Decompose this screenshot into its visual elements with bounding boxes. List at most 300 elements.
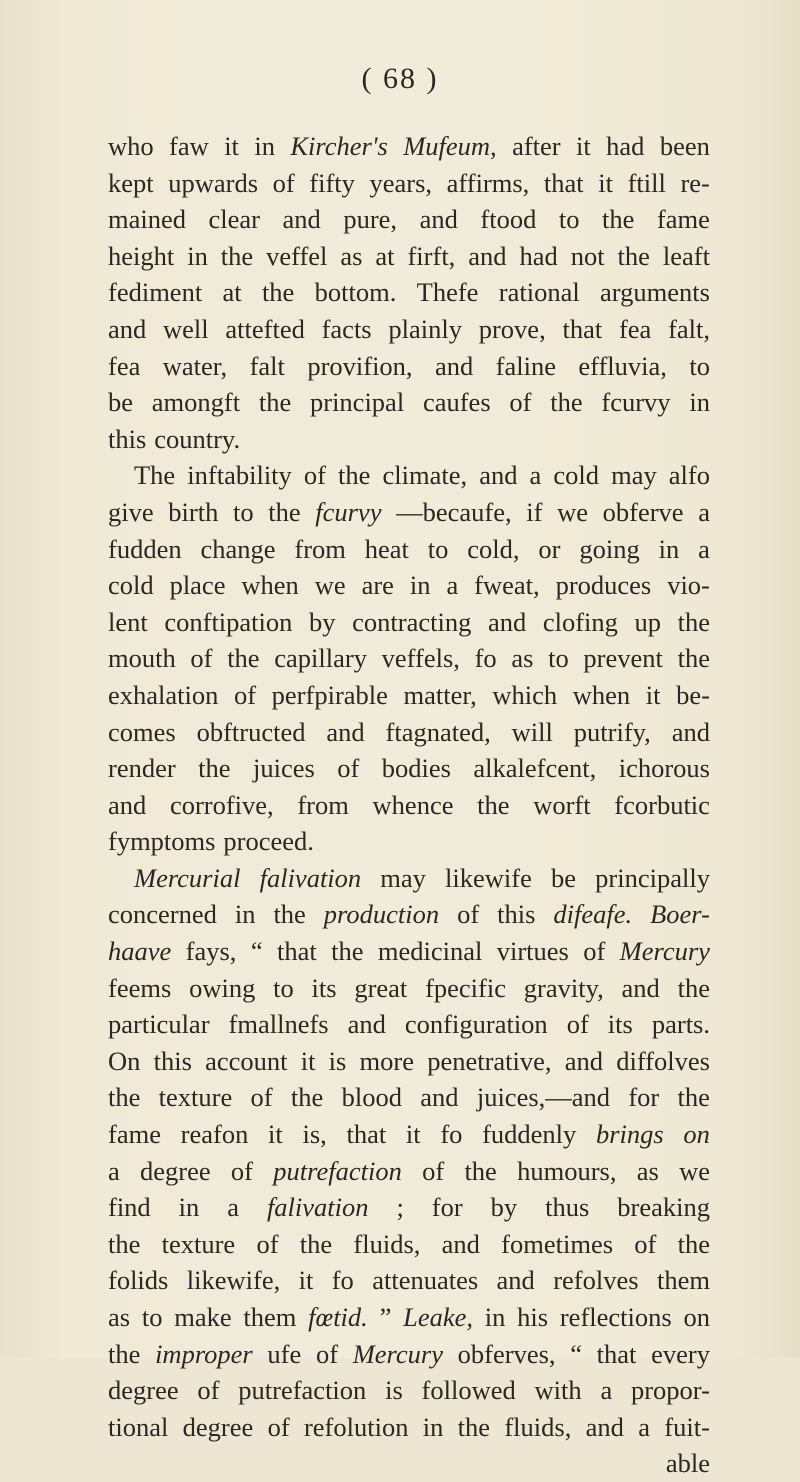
text-line: [108, 1372, 710, 1409]
word: by: [490, 1192, 518, 1223]
word: Mercury: [619, 936, 710, 967]
word: fea: [618, 313, 652, 344]
text-line: [108, 457, 710, 494]
word: and: [671, 716, 710, 747]
word: fmallnefs: [228, 1009, 329, 1040]
word: we: [314, 570, 346, 601]
word: attenuates: [372, 1265, 479, 1296]
word: ftill: [627, 167, 666, 198]
word: cold: [108, 570, 154, 601]
word: effluvia,: [578, 350, 667, 381]
word: and: [326, 716, 365, 747]
word: produces: [555, 570, 652, 601]
word: are: [361, 570, 394, 601]
word: parts.: [651, 1009, 710, 1040]
word: of: [509, 387, 532, 418]
word: them: [243, 1302, 297, 1332]
word: that: [562, 313, 603, 344]
word: facts: [321, 313, 372, 344]
word: it: [298, 1265, 314, 1296]
word: faw: [169, 131, 209, 161]
word: falivation: [266, 1192, 369, 1223]
word: and: [282, 204, 321, 235]
word: which: [492, 679, 558, 710]
word: tional: [108, 1411, 169, 1442]
word: in: [658, 533, 680, 564]
word: and: [621, 972, 660, 1003]
word: likewife,: [186, 1265, 281, 1296]
word: to: [273, 972, 294, 1003]
word: will: [511, 716, 553, 747]
text-line: [108, 933, 710, 970]
word: the: [108, 1228, 141, 1259]
word: them: [656, 1265, 710, 1296]
word: fymptoms: [108, 826, 216, 857]
word: Mufeum,: [403, 131, 497, 161]
word: The: [134, 460, 176, 491]
word: well: [163, 313, 209, 344]
text-line: [108, 1299, 710, 1336]
word: gravity,: [523, 972, 604, 1003]
word: we: [557, 496, 588, 527]
word: of: [190, 643, 213, 674]
word: the: [602, 204, 635, 235]
word: in: [254, 131, 275, 161]
word: alfo: [668, 460, 710, 491]
text-line: [108, 1079, 710, 1116]
word: that: [596, 1338, 637, 1369]
word: and: [479, 460, 518, 491]
word: alkalefcent,: [473, 753, 597, 784]
word: the: [677, 1228, 710, 1259]
word: on: [683, 1119, 710, 1150]
word: obferve: [602, 496, 684, 527]
word: folids: [108, 1265, 169, 1296]
word: is: [385, 1375, 403, 1406]
word: not: [570, 240, 605, 271]
word: the: [227, 643, 260, 674]
word: give: [108, 496, 154, 527]
word: the: [299, 1228, 333, 1259]
word: of: [337, 753, 360, 784]
word: of: [634, 1228, 657, 1259]
word: when: [572, 679, 631, 710]
word: after: [512, 131, 561, 161]
word: brings: [595, 1119, 664, 1150]
word: the: [617, 240, 650, 271]
word: a: [698, 496, 710, 527]
word: On: [108, 1045, 141, 1076]
word: followed: [421, 1375, 516, 1406]
word: fluids,: [504, 1411, 572, 1442]
word: heat: [364, 533, 409, 564]
word: the: [550, 387, 583, 418]
word: likewife: [445, 862, 532, 893]
word: cold: [553, 460, 599, 491]
word: caufes: [422, 387, 491, 418]
word: proceed.: [223, 826, 314, 857]
text-line: [108, 1116, 710, 1153]
word: fo: [331, 1265, 354, 1296]
word: exhalation: [108, 679, 219, 710]
text-line: [108, 604, 710, 641]
word: the: [198, 753, 231, 784]
word: and: [108, 789, 147, 820]
word: mouth: [108, 643, 176, 674]
word: of: [422, 1155, 445, 1186]
word: putrify,: [573, 716, 651, 747]
word: the: [677, 643, 710, 674]
text-line: [108, 1409, 710, 1446]
word: to: [427, 533, 449, 564]
word: in: [422, 1411, 444, 1442]
word: of: [566, 1009, 589, 1040]
word: owing: [189, 972, 256, 1003]
word: Kircher's: [290, 131, 388, 161]
word: had: [519, 240, 558, 271]
word: concerned: [108, 899, 217, 930]
word: of: [303, 460, 326, 491]
word: ufe: [267, 1338, 302, 1369]
word: —becaufe,: [396, 496, 512, 527]
word: that: [346, 1119, 387, 1150]
word: cold,: [467, 533, 520, 564]
word: the: [457, 1411, 491, 1442]
text-line: [108, 348, 710, 385]
word: pure,: [343, 204, 398, 235]
word: as: [108, 1302, 131, 1332]
text-line: [108, 421, 710, 458]
word: Leake,: [403, 1302, 473, 1332]
text-line: [108, 1189, 710, 1226]
word: ;: [396, 1192, 404, 1223]
word: bodies: [381, 753, 451, 784]
word: Boer-: [650, 899, 710, 930]
word: and: [441, 1228, 480, 1259]
text-line: [108, 823, 710, 860]
word: fame: [108, 1119, 161, 1150]
word: texture: [158, 1082, 233, 1113]
word: and: [585, 1411, 624, 1442]
word: of: [256, 1228, 279, 1259]
word: humours,: [517, 1155, 617, 1186]
word: fuddenly: [482, 1119, 577, 1150]
word: virtues: [496, 936, 569, 967]
word: fœtid.: [308, 1302, 368, 1332]
word: firft,: [407, 240, 456, 271]
text-line: [108, 860, 710, 897]
word: as: [511, 643, 534, 674]
word: going: [579, 533, 640, 564]
word: and: [496, 1265, 535, 1296]
word: it: [645, 679, 661, 710]
word: account: [205, 1045, 288, 1076]
word: reflections: [559, 1302, 672, 1332]
text-line: [108, 1445, 710, 1482]
text-line: [108, 1153, 710, 1190]
word: falivation: [259, 862, 362, 893]
word: the: [338, 460, 371, 491]
word: in: [409, 570, 431, 601]
word: to: [689, 350, 710, 381]
word: attefted: [225, 313, 305, 344]
word: the: [477, 789, 510, 820]
word: affirms,: [446, 167, 530, 198]
word: may: [380, 862, 426, 893]
word: to: [141, 1302, 163, 1332]
word: by: [309, 606, 336, 637]
word: haave: [108, 936, 172, 967]
text-line: [108, 1043, 710, 1080]
word: falt,: [668, 313, 710, 344]
word: change: [200, 533, 276, 564]
text-line: [108, 567, 710, 604]
word: falt: [249, 350, 285, 381]
word: it: [300, 1045, 316, 1076]
word: fweat,: [474, 570, 540, 601]
word: be: [551, 862, 577, 893]
word: as: [340, 240, 363, 271]
word: degree: [108, 1375, 179, 1406]
word: a: [600, 1375, 613, 1406]
word: it: [224, 131, 239, 161]
word: and: [487, 606, 527, 637]
word: a: [446, 570, 459, 601]
word: fudden: [108, 533, 182, 564]
word: penetrative,: [427, 1045, 552, 1076]
word: on: [683, 1302, 710, 1332]
word: the: [464, 1155, 497, 1186]
word: kept: [108, 167, 154, 198]
text-line: [108, 714, 710, 751]
word: find: [108, 1192, 151, 1223]
word: prove,: [478, 313, 546, 344]
text-line: [108, 1006, 710, 1043]
word: a: [638, 1411, 650, 1442]
word: be: [108, 387, 134, 418]
word: inftability: [187, 460, 292, 491]
text-line: [108, 384, 710, 421]
word: fo: [474, 643, 497, 674]
word: faline: [495, 350, 556, 381]
word: to: [232, 496, 254, 527]
word: able: [665, 1448, 710, 1479]
word: this: [108, 423, 147, 454]
word: and: [420, 1082, 459, 1113]
text-line: [108, 238, 710, 275]
text-line: [108, 787, 710, 824]
word: is: [328, 1045, 347, 1076]
word: breaking: [617, 1192, 710, 1223]
word: the: [677, 972, 710, 1003]
word: bottom.: [314, 277, 397, 308]
text-line: [108, 640, 710, 677]
text-line: [108, 677, 710, 714]
word: improper: [155, 1338, 253, 1369]
word: make: [174, 1302, 232, 1332]
word: been: [659, 131, 710, 161]
word: fame: [656, 204, 710, 235]
word: obferves,: [457, 1338, 556, 1369]
word: principal: [310, 387, 405, 418]
word: in: [484, 1302, 506, 1332]
word: of: [233, 679, 257, 710]
word: of: [230, 1155, 253, 1186]
word: height: [108, 240, 175, 271]
word: re-: [680, 167, 710, 198]
word: ichorous: [618, 753, 710, 784]
word: obftructed: [196, 716, 306, 747]
word: had: [606, 131, 645, 161]
word: upwards: [168, 167, 259, 198]
word: his: [517, 1302, 549, 1332]
word: corrofive,: [169, 789, 274, 820]
word: to: [558, 204, 580, 235]
word: in: [689, 387, 710, 418]
word: of: [583, 936, 606, 967]
word: production: [323, 899, 440, 930]
word: leaft: [662, 240, 710, 271]
word: it: [268, 1119, 283, 1150]
text-line: [108, 1336, 710, 1373]
page-number: ( 68 ): [361, 62, 439, 95]
body-text: [108, 128, 710, 1482]
word: may: [611, 460, 657, 491]
word: the: [273, 899, 306, 930]
word: and: [434, 350, 474, 381]
text-line: [108, 1226, 710, 1263]
word: birth: [168, 496, 219, 527]
word: at: [222, 277, 242, 308]
word: fometimes: [501, 1228, 614, 1259]
word: the: [268, 496, 301, 527]
word: the: [331, 936, 364, 967]
word: principally: [595, 862, 710, 893]
word: the: [261, 277, 295, 308]
word: refolution: [303, 1411, 409, 1442]
text-line: [108, 494, 710, 531]
word: Thefe: [416, 277, 479, 308]
word: and: [419, 204, 458, 235]
word: prevent: [583, 643, 663, 674]
word: propor-: [630, 1375, 710, 1406]
word: fuit-: [664, 1411, 710, 1442]
word: of: [315, 1338, 339, 1369]
word: its: [311, 972, 337, 1003]
word: in: [187, 240, 208, 271]
word: comes: [108, 716, 176, 747]
word: fluids,: [353, 1228, 421, 1259]
word: is,: [302, 1119, 327, 1150]
text-line: [108, 165, 710, 202]
word: Mercury: [352, 1338, 443, 1369]
word: this: [153, 1045, 192, 1076]
word: this: [497, 899, 536, 930]
word: particular: [108, 1009, 210, 1040]
word: contracting: [352, 606, 472, 637]
word: vio-: [667, 570, 710, 601]
word: ftagnated,: [385, 716, 491, 747]
word: its: [607, 1009, 633, 1040]
word: fo: [440, 1119, 463, 1150]
word: to: [548, 643, 569, 674]
word: from: [294, 533, 346, 564]
word: perfpirable: [271, 679, 388, 710]
word: plainly: [388, 313, 462, 344]
word: of: [197, 1375, 220, 1406]
word: that: [543, 167, 584, 198]
word: a: [227, 1192, 239, 1223]
word: who: [108, 131, 154, 161]
word: from: [297, 789, 349, 820]
word: that: [276, 936, 317, 967]
text-line: [108, 750, 710, 787]
word: the: [108, 1082, 141, 1113]
word: fpecific: [425, 972, 506, 1003]
word: difeafe.: [553, 899, 633, 930]
word: at: [375, 240, 395, 271]
word: a: [529, 460, 542, 491]
word: be-: [676, 679, 710, 710]
word: texture: [161, 1228, 236, 1259]
text-line: [108, 311, 710, 348]
word: ftood: [480, 204, 537, 235]
word: mained: [108, 204, 186, 235]
word: whence: [372, 789, 454, 820]
word: up: [634, 606, 661, 637]
word: clofing: [542, 606, 618, 637]
word: when: [241, 570, 299, 601]
word: fays,: [185, 936, 237, 967]
word: fea: [108, 350, 141, 381]
word: fifty: [309, 167, 355, 198]
word: in: [234, 899, 256, 930]
word: blood: [341, 1082, 402, 1113]
word: of: [250, 1082, 273, 1113]
word: if: [526, 496, 543, 527]
word: configuration: [404, 1009, 548, 1040]
word: amongft: [151, 387, 241, 418]
word: of: [457, 899, 480, 930]
text-line: [108, 1262, 710, 1299]
word: of: [272, 167, 295, 198]
text-line: [108, 970, 710, 1007]
word: a: [108, 1155, 120, 1186]
word: in: [178, 1192, 200, 1223]
word: conftipation: [164, 606, 293, 637]
word: we: [679, 1155, 710, 1186]
word: the: [290, 1082, 324, 1113]
word: medicinal: [377, 936, 483, 967]
word: degree: [182, 1411, 254, 1442]
word: as: [636, 1155, 659, 1186]
word: matter,: [403, 679, 477, 710]
word: it: [598, 167, 613, 198]
word: fediment: [108, 277, 203, 308]
word: and: [347, 1009, 386, 1040]
word: putrefaction: [273, 1155, 402, 1186]
word: capillary: [274, 643, 367, 674]
word: it: [405, 1119, 421, 1150]
word: feems: [108, 972, 172, 1003]
word: ”: [379, 1302, 392, 1332]
word: of: [267, 1411, 290, 1442]
text-line: [108, 201, 710, 238]
word: the: [258, 387, 292, 418]
word: clear: [208, 204, 261, 235]
word: place: [169, 570, 226, 601]
word: veffel: [266, 240, 328, 271]
